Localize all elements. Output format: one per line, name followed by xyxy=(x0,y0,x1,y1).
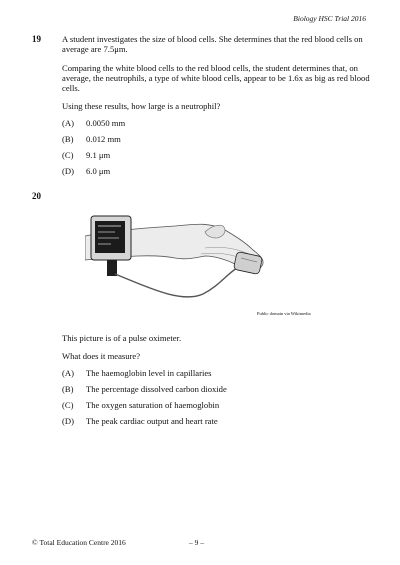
option-text: 9.1 μm xyxy=(86,150,111,160)
option-text: 0.0050 mm xyxy=(86,118,126,128)
page-number: – 9 – xyxy=(189,538,204,547)
question-19-para2: Comparing the white blood cells to the red blood cells, the student determines that, on average, the neutrophils, a type of white blood cells, appear to be 1.6x as big as red blood cells. xyxy=(62,63,370,93)
question-19-option-a[interactable] xyxy=(62,118,125,128)
question-19-option-c[interactable] xyxy=(62,150,110,160)
option-letter: (A) xyxy=(62,118,74,128)
question-20-option-b[interactable] xyxy=(62,384,227,394)
question-20-number: 20 xyxy=(32,191,41,201)
question-19-prompt: Using these results, how large is a neutrophil? xyxy=(62,101,221,111)
pulse-oximeter-image xyxy=(85,202,285,306)
footer-copyright: © Total Education Centre 2016 xyxy=(32,538,126,547)
image-credit: Public domain via Wikimedia xyxy=(257,311,311,316)
option-text: The peak cardiac output and heart rate xyxy=(86,416,218,426)
question-20-option-c[interactable] xyxy=(62,400,219,410)
option-text: The haemoglobin level in capillaries xyxy=(86,368,212,378)
option-text: The percentage dissolved carbon dioxide xyxy=(86,384,227,394)
option-text: 6.0 μm xyxy=(86,166,111,176)
question-19-option-b[interactable] xyxy=(62,134,121,144)
option-letter: (D) xyxy=(62,166,74,176)
question-19-para1: A student investigates the size of blood cells. She determines that the red blood cells on average are 7.5μm. xyxy=(62,34,363,54)
page-header: Biology HSC Trial 2016 xyxy=(293,14,366,23)
question-20-prompt: What does it measure? xyxy=(62,351,141,361)
option-letter: (C) xyxy=(62,150,74,160)
option-text: 0.012 mm xyxy=(86,134,121,144)
question-20-option-d[interactable] xyxy=(62,416,218,426)
option-letter: (A) xyxy=(62,368,74,378)
option-letter: (D) xyxy=(62,416,74,426)
question-19-number: 19 xyxy=(32,34,41,44)
question-20-caption: This picture is of a pulse oximeter. xyxy=(62,333,182,343)
option-letter: (B) xyxy=(62,134,74,144)
option-letter: (C) xyxy=(62,400,74,410)
option-letter: (B) xyxy=(62,384,74,394)
question-19-option-d[interactable] xyxy=(62,166,110,176)
question-20-option-a[interactable] xyxy=(62,368,212,378)
option-text: The oxygen saturation of haemoglobin xyxy=(86,400,220,410)
